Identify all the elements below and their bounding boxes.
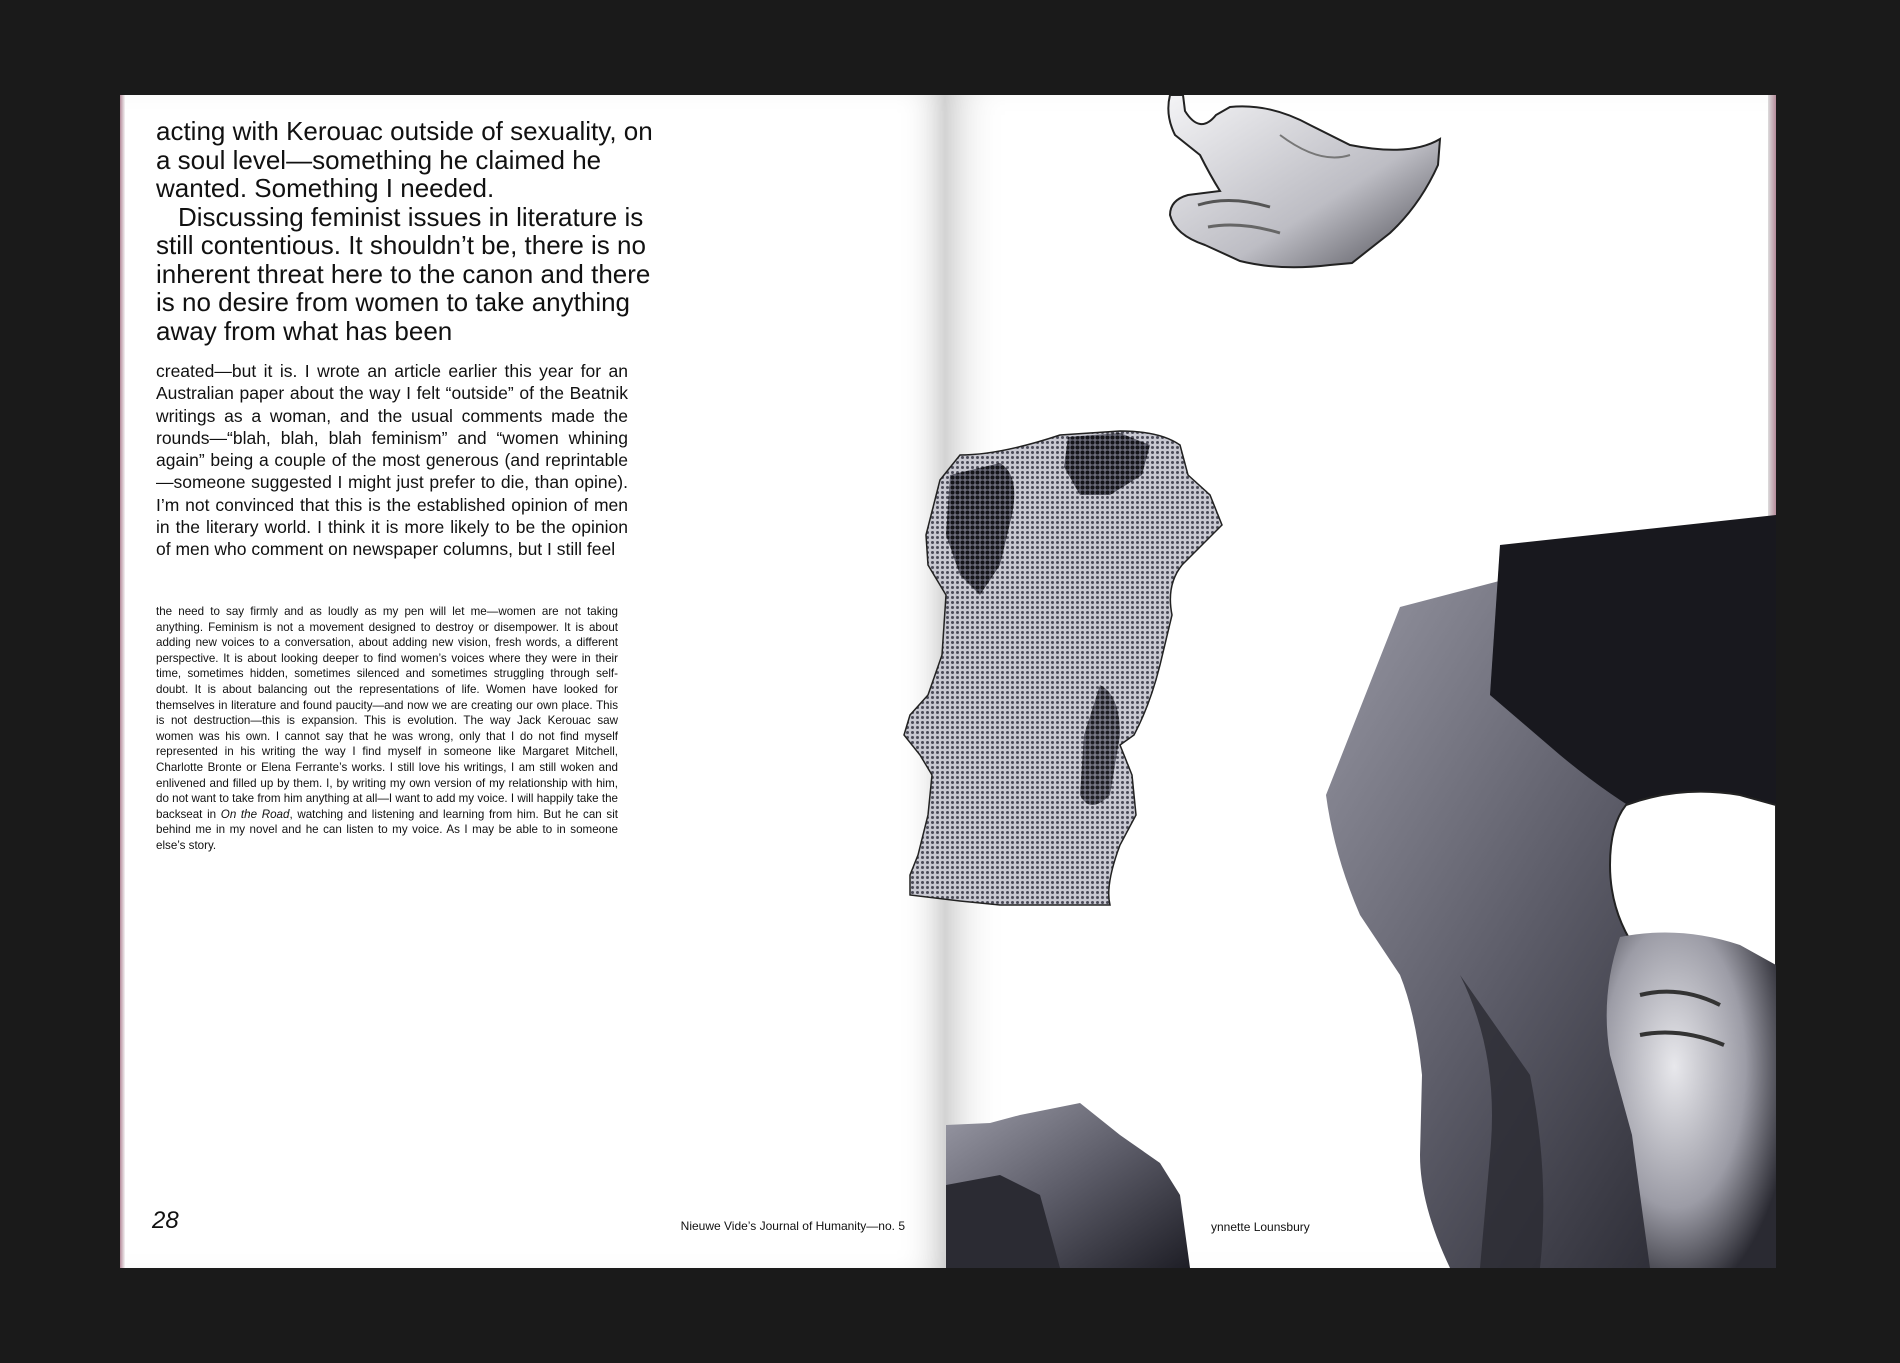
photo-collage — [120, 95, 1776, 1268]
small-paragraph-part-2: , watching and listening and learning from him. But he can sit behind me in my novel and he can listen to my voice. As I may be able to in someone else’s story. — [156, 807, 618, 852]
lead-paragraph-1: acting with Kerouac outside of sexuality, on a soul level—something he claimed he wanted. Something I needed. — [156, 116, 653, 203]
mid-paragraph: created—but it is. I wrote an article earlier this year for an Australian paper about the way I felt “outside” of the Beatnik writings as a woman, and the usual comments made the rounds—“blah, blah, blah feminism” and “women whining again” being a couple of the most generous (and reprintable—someone suggested I might just prefer to die, than opine). I’m not convinced that this is the established opinion of men in the literary world. I think it is more likely to be the opinion of men who comment on newspaper columns, but I still feel — [156, 361, 628, 560]
bottom-fragment-image — [946, 1103, 1190, 1268]
hand-top-image — [1168, 95, 1440, 267]
author-credit: ynnette Lounsbury — [1211, 1220, 1310, 1234]
halftone-portrait-image — [904, 431, 1222, 905]
magazine-spread — [120, 95, 1776, 1268]
torso-image — [1326, 515, 1776, 1268]
book-title: On the Road — [220, 807, 290, 821]
lead-paragraph-2: Discussing feminist issues in literature is still contentious. It shouldn’t be, there is no inherent threat here to the canon and there is no desire from women to take anything away from what has been — [156, 201, 651, 346]
page-number: 28 — [152, 1207, 179, 1234]
small-paragraph-part-1: the need to say firmly and as loudly as my pen will let me—women are not taking anything. Feminism is not a movement designed to destroy or disempower. It is about adding new voices to a conversation, about adding new vision, fresh words, a different perspective. It is about looking deeper to find women’s voices where they were in their time, sometimes hidden, sometimes silenced and sometimes struggling through self-doubt. It is about balancing out the representations of life. Women have looked for themselves in literature and found paucity—and now we are creating our own place. This is not destruction—this is expansion. This is evolution. The way Jack Kerouac saw women was his own. I cannot say that he was wrong, only that I do not find myself represented in his writing the way I find myself in someone like Margaret Mitchell, Charlotte Bronte or Elena Ferrante’s works. I still love his writings, I am still woken and enlivened and filled up by them. I, by writing my own version of my relationship with him, do not want to take from him anything at all—I want to add my voice. I will happily take the backseat in — [156, 605, 618, 821]
journal-title: Nieuwe Vide’s Journal of Humanity—no. 5 — [680, 1219, 905, 1233]
